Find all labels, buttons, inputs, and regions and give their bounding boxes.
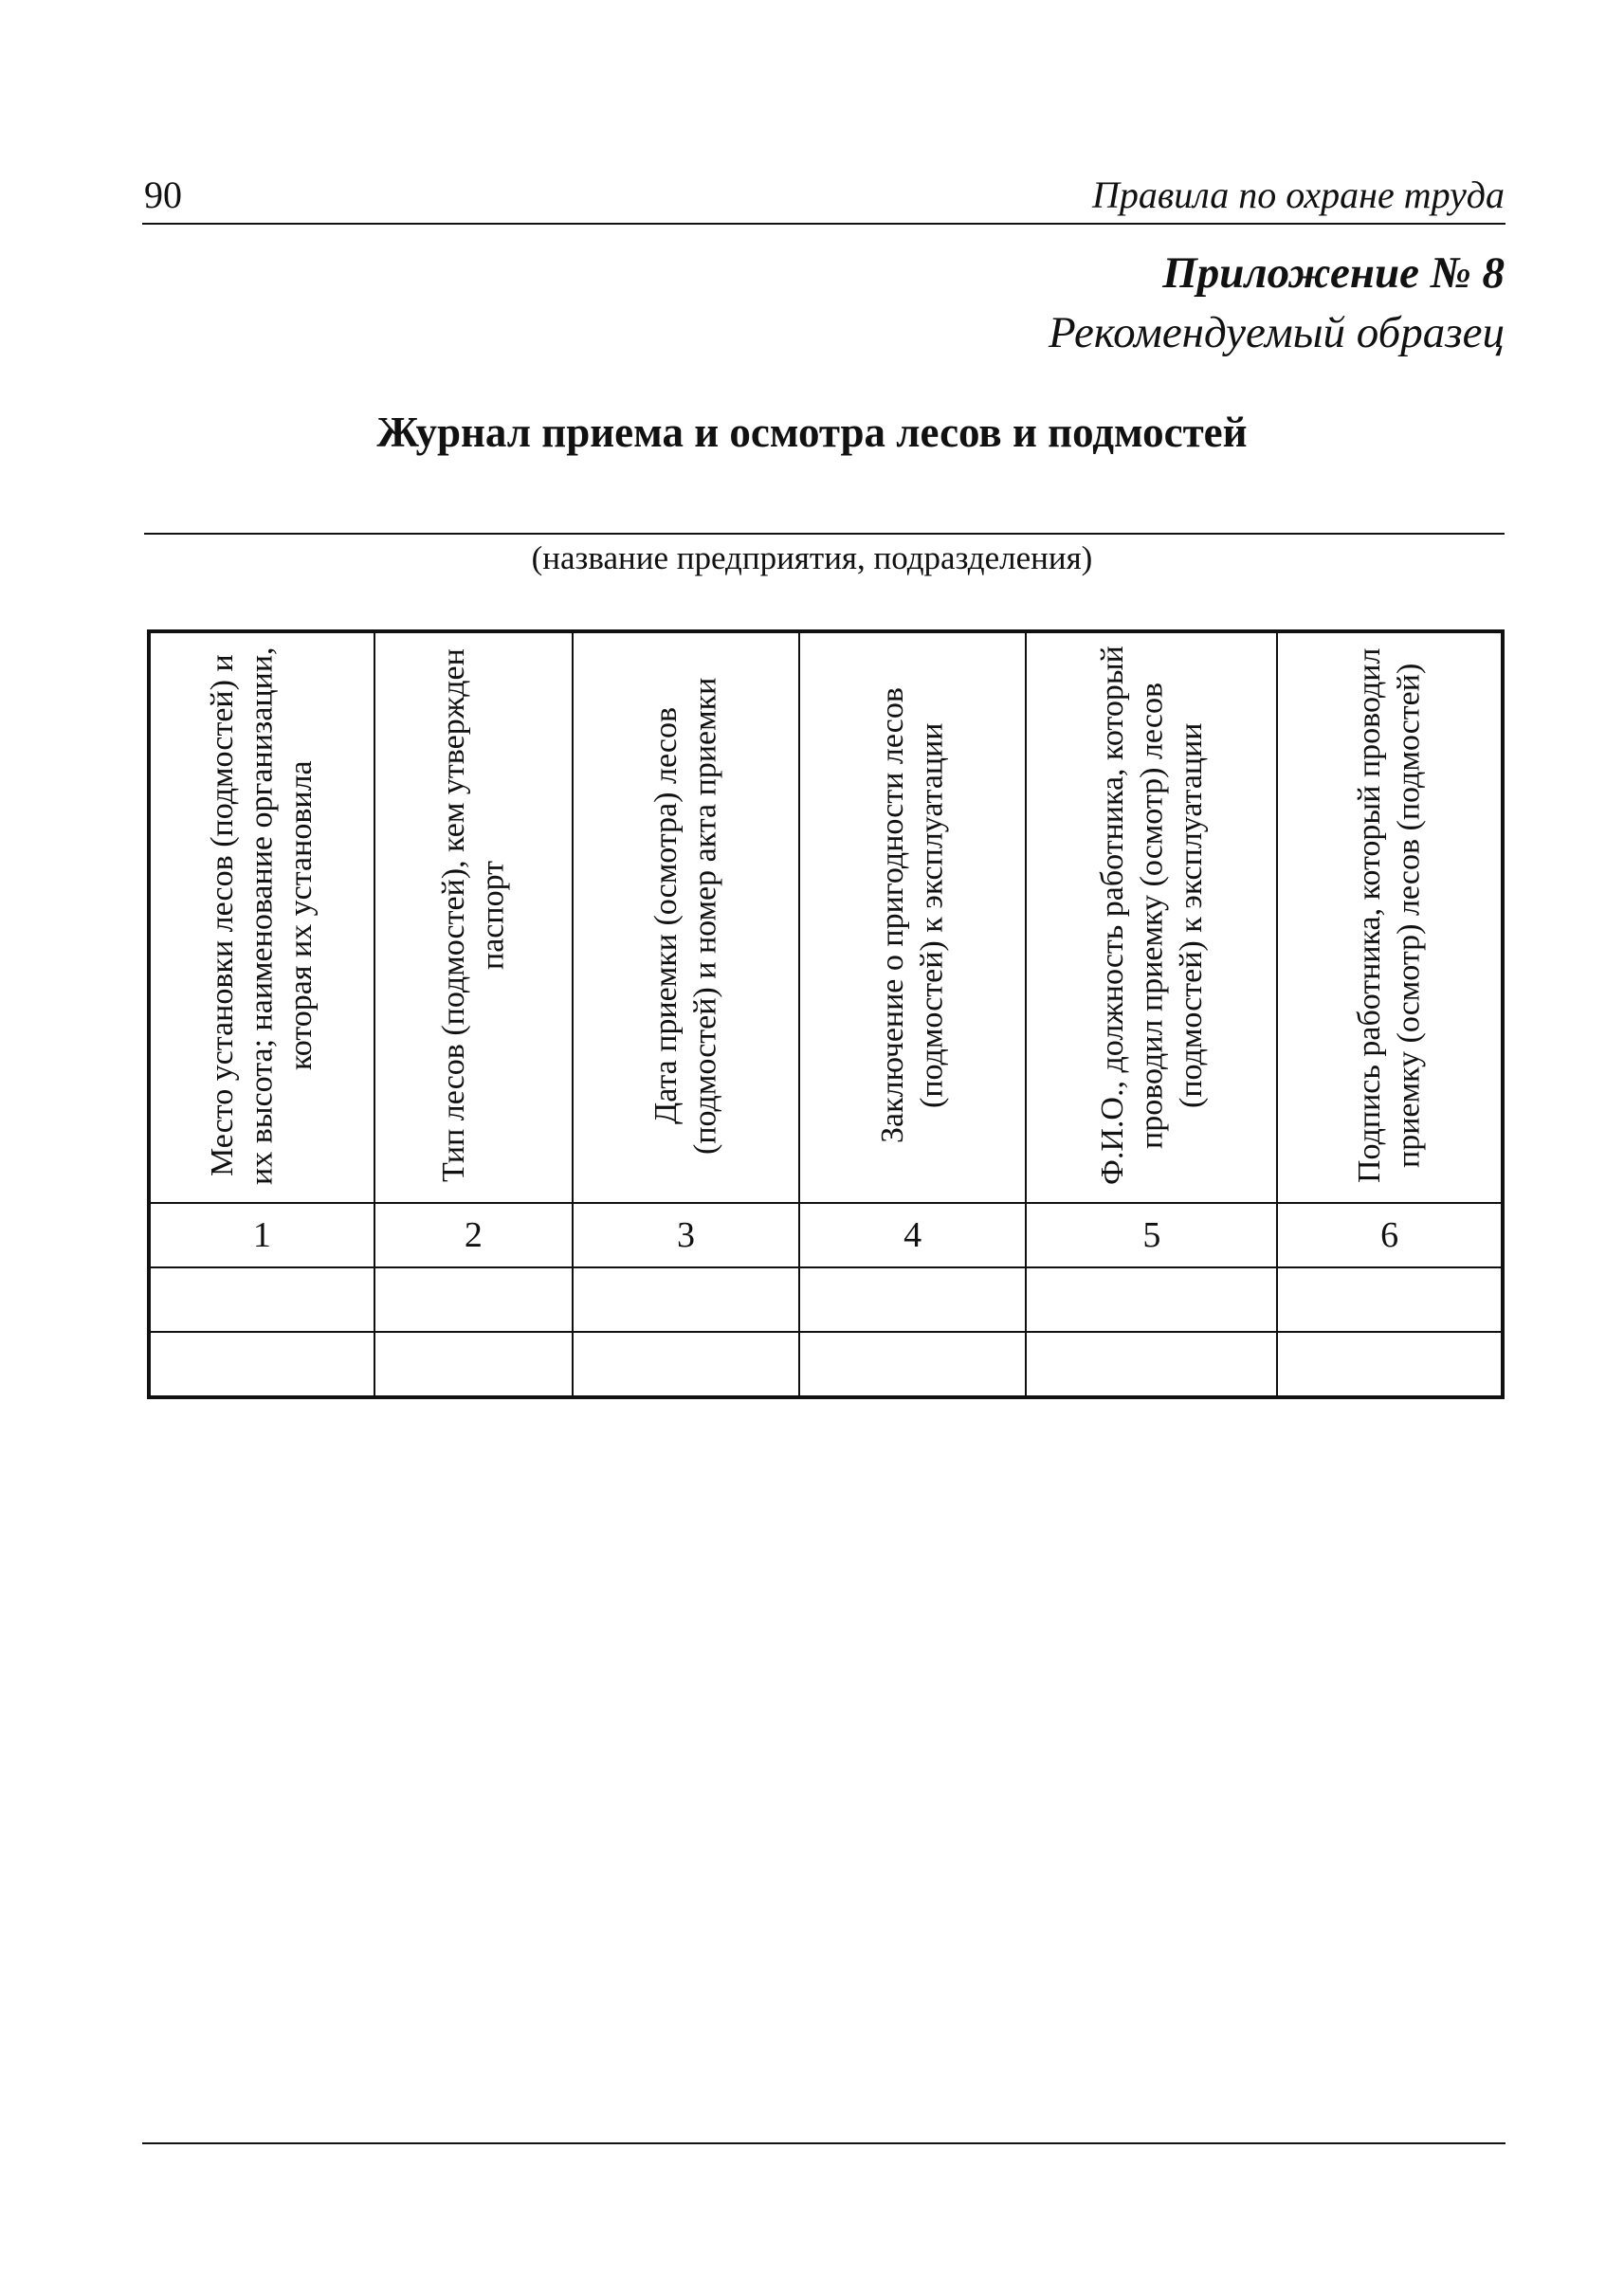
column-number: 4 — [799, 1203, 1027, 1267]
appendix-label: Приложение № 8 — [1162, 248, 1505, 298]
header-cell-6 — [1277, 631, 1503, 1203]
blank-cell — [799, 1267, 1027, 1332]
page-number: 90 — [144, 173, 182, 216]
blank-cell — [573, 1267, 799, 1332]
header-text-5: Ф.И.О., должность работника, который проводил приемку (осмотр) лесов (подмостей) к эксплуатации — [1094, 646, 1209, 1185]
column-number-row — [149, 1203, 1503, 1267]
blank-cell — [1277, 1332, 1503, 1397]
sample-label: Рекомендуемый образец — [1049, 308, 1505, 357]
header-cell-4 — [799, 631, 1027, 1203]
header-cell-3 — [573, 631, 799, 1203]
organization-caption: (название предприятия, подразделения) — [531, 539, 1093, 576]
table-row — [149, 1332, 1503, 1397]
column-number: 5 — [1026, 1203, 1277, 1267]
header-divider — [142, 223, 1505, 225]
blank-cell — [374, 1332, 573, 1397]
header-text-6: Подпись работника, который проводил приемку (осмотр) лесов (подмостей) — [1352, 647, 1427, 1183]
blank-cell — [374, 1267, 573, 1332]
document-title: Журнал приема и осмотра лесов и подмостей — [376, 409, 1248, 456]
journal-table — [147, 629, 1505, 1399]
header-cell-2 — [374, 631, 573, 1203]
blank-cell — [573, 1332, 799, 1397]
table-row — [149, 1267, 1503, 1332]
header-text-2: Тип лесов (подмостей), кем утвержден паспорт — [435, 648, 511, 1182]
column-number: 3 — [573, 1203, 799, 1267]
header-text-4: Заключение о пригодности лесов (подмостей) к эксплуатации — [875, 687, 950, 1143]
column-number: 1 — [149, 1203, 374, 1267]
footer-divider — [142, 2142, 1505, 2144]
blank-cell — [1026, 1332, 1277, 1397]
blank-cell — [149, 1267, 374, 1332]
running-title: Правила по охране труда — [1092, 173, 1505, 216]
table-header-row — [149, 631, 1503, 1203]
column-number: 2 — [374, 1203, 573, 1267]
organization-fill-line — [144, 533, 1505, 535]
header-cell-1 — [149, 631, 374, 1203]
blank-cell — [149, 1332, 374, 1397]
blank-cell — [1277, 1267, 1503, 1332]
header-cell-5 — [1026, 631, 1277, 1203]
blank-cell — [1026, 1267, 1277, 1332]
header-text-3: Дата приемки (осмотра) лесов (подмостей) и номер акта приемки — [648, 676, 723, 1155]
blank-cell — [799, 1332, 1027, 1397]
column-number: 6 — [1277, 1203, 1503, 1267]
header-text-1: Место установки лесов (подмостей) и их высота; наименование организации, которая их установила — [205, 646, 319, 1185]
